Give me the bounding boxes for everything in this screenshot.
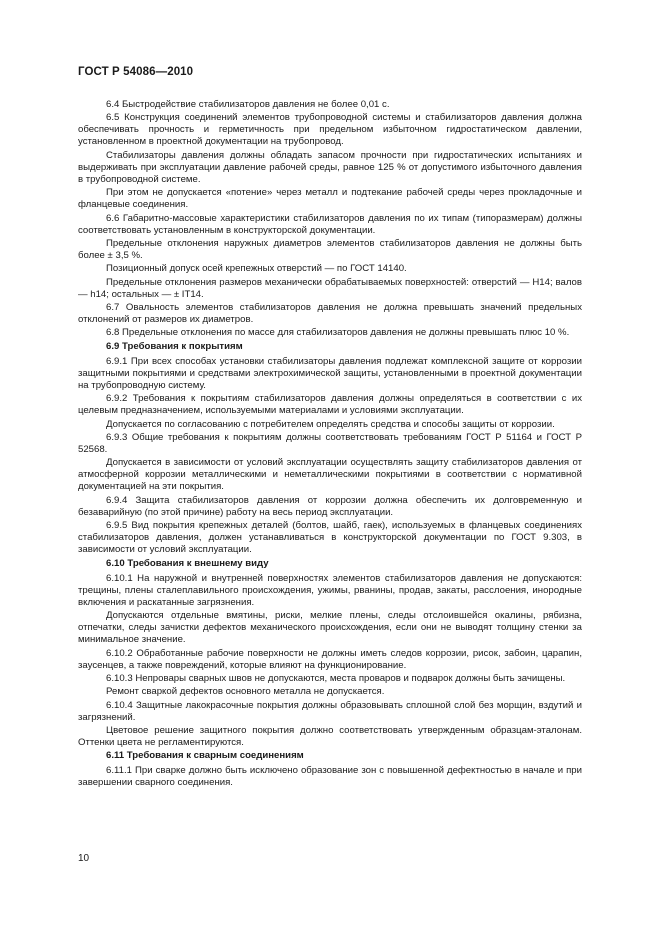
paragraph: 6.10.1 На наружной и внутренней поверхностях элементов стабилизаторов давления не допускаются: трещины, плены сталеплавильного происхождения, ужимы, рванины, продав, закаты, расслоения, инородные включения и раскатанные загрязнения. (78, 572, 582, 608)
paragraph: Позиционный допуск осей крепежных отверстий — по ГОСТ 14140. (106, 263, 407, 275)
paragraph: 6.7 Овальность элементов стабилизаторов давления не должна превышать значений предельных отклонений от размеров их диаметров. (78, 302, 582, 326)
paragraph: Допускается в зависимости от условий эксплуатации осуществлять защиту стабилизаторов давления от атмосферной коррозии металлическими и неметаллическими покрытиями в соответствии с нормативной документацией на эти покрытия. (78, 457, 582, 493)
paragraph: 6.9.3 Общие требования к покрытиям должны соответствовать требованиям ГОСТ Р 51164 и ГОСТ Р 52568. (78, 431, 582, 455)
document-body (78, 99, 582, 791)
paragraph: 6.9.5 Вид покрытия крепежных деталей (болтов, шайб, гаек), используемых в фланцевых соединениях стабилизаторов давления, должен устанавливаться в конструкторской документации по ГОСТ 9.303, в зависимости от условий эксплуатации. (78, 520, 582, 556)
paragraph: При этом не допускается «потение» через металл и подтекание рабочей среды через прокладочные и фланцевые соединения. (78, 187, 582, 211)
section-heading: 6.11 Требования к сварным соединениям (106, 750, 304, 762)
paragraph: 6.4 Быстродействие стабилизаторов давления не более 0,01 с. (106, 99, 390, 110)
paragraph: 6.10.3 Непровары сварных швов не допускаются, места проваров и подварок должны быть зачищены. (106, 672, 566, 684)
paragraph: 6.9.2 Требования к покрытиям стабилизаторов давления должны определяться в соответствии с их целевым предназначением, используемыми материалами и условиями эксплуатации. (78, 393, 582, 417)
section-heading: 6.10 Требования к внешнему виду (106, 557, 269, 569)
paragraph: 6.10.4 Защитные лакокрасочные покрытия должны образовывать сплошной слой без морщин, вздутий и загрязнений. (78, 699, 582, 723)
document-header: ГОСТ Р 54086—2010 (78, 66, 194, 78)
paragraph: Стабилизаторы давления должны обладать запасом прочности при гидростатических испытаниях и выдерживать при эксплуатации давление рабочей среды, равное 125 % от допустимого избыточного давления в трубопроводной системе. (78, 149, 582, 185)
paragraph: Предельные отклонения размеров механически обрабатываемых поверхностей: отверстий — Н14; валов — h14; остальных — ± IT14. (78, 276, 582, 300)
paragraph: Цветовое решение защитного покрытия должно соответствовать утвержденным образцам-эталонам. Оттенки цвета не регламентируются. (78, 724, 582, 748)
paragraph: Допускаются отдельные вмятины, риски, мелкие плены, следы отслоившейся окалины, рябизна, отпечатки, следы зачистки дефектов механического происхождения, если они не выводят толщину стенки за минимальное значение. (78, 610, 582, 646)
paragraph: 6.8 Предельные отклонения по массе для стабилизаторов давления не должны превышать плюс 10 %. (106, 327, 570, 339)
paragraph: Предельные отклонения наружных диаметров элементов стабилизаторов давления не должны быть более ± 3,5 %. (78, 237, 582, 262)
paragraph: 6.11.1 При сварке должно быть исключено образование зон с повышенной дефектностью в начале и при завершении сварного соединения. (78, 765, 582, 789)
paragraph: 6.6 Габаритно-массовые характеристики стабилизаторов давления по их типам (типоразмерам) должны соответствовать установленным в конструкторской документации. (78, 212, 582, 236)
paragraph: 6.9.1 При всех способах установки стабилизаторы давления подлежат комплексной защите от коррозии защитными покрытиями и средствами электрохимической защиты, установленными в проектной документации на трубопроводную систему. (78, 355, 582, 391)
paragraph: 6.5 Конструкция соединений элементов трубопроводной системы и стабилизаторов давления должна обеспечивать прочность и герметичность при предельном избыточном гидростатическом давлении, установленном в проектной документации на трубопровод. (78, 112, 582, 148)
page-number: 10 (78, 853, 90, 864)
paragraph: Допускается по согласованию с потребителем определять средства и способы защиты от коррозии. (106, 418, 555, 430)
section-heading: 6.9 Требования к покрытиям (106, 340, 243, 352)
paragraph: 6.10.2 Обработанные рабочие поверхности не должны иметь следов коррозии, рисок, забоин, царапин, заусенцев, а также повреждений, которые влияют на функционирование. (78, 647, 582, 671)
paragraph: Ремонт сваркой дефектов основного металла не допускается. (106, 686, 385, 698)
paragraph: 6.9.4 Защита стабилизаторов давления от коррозии должна обеспечить их долговременную и безаварийную (по этой причине) работу на весь период эксплуатации. (78, 494, 582, 518)
